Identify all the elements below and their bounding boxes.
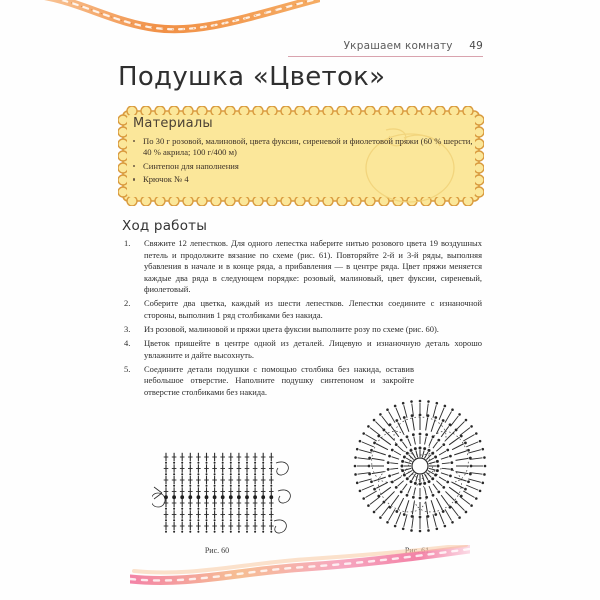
materials-box — [118, 106, 484, 206]
bullet-icon — [133, 165, 135, 167]
work-process-heading: Ход работы — [122, 218, 208, 234]
running-head — [118, 40, 483, 52]
list-item — [122, 364, 414, 399]
list-item — [129, 161, 473, 172]
step-text: Соедините детали подушки с помощью столбика без накида, оставив небольшое отверстие. Наполните подушку синтепоном и закройте отверстие столбиками без накида. — [144, 363, 414, 397]
materials-item-text: Синтепон для наполнения — [143, 160, 239, 171]
list-item — [129, 174, 473, 185]
step-number: 4. — [124, 337, 131, 348]
bullet-icon — [133, 140, 135, 142]
bullet-icon — [133, 178, 135, 180]
page-title: Подушка «Цветок» — [118, 62, 386, 92]
running-head-text: Украшаем комнату — [343, 40, 453, 52]
step-text: Цветок пришейте в центре одной из деталей. Лицевую и изнаночную деталь хорошо увлажните и дайте высохнуть. — [144, 337, 482, 360]
step-number: 5. — [124, 363, 131, 374]
list-item — [129, 136, 473, 158]
list-item — [122, 298, 482, 321]
materials-item-text: По 30 г розовой, малиновой, цвета фуксин, сиреневой и фиолетовой пряжи (60 % шерсти, 40 % акрила; 100 г/400 м) — [143, 136, 473, 158]
list-item — [122, 238, 482, 296]
figure-61-crochet-chart — [352, 398, 492, 543]
step-text: Свяжите 12 лепестков. Для одного лепестка наберите нитью розового цвета 19 воздушных петель и продолжите вязание по схеме (рис. 61). Повторяйте 2-й и 3-й ряды, выполняя убавления в начале и в конце ряда, а прибавления — в центре ряда. Цвет пряжи меняется каждые два ряда в следующем порядке: розовый, малиновый, цвет фуксии, сиреневый, фиолетовый. — [144, 238, 482, 295]
page-number: 49 — [469, 40, 483, 52]
running-head-rule — [288, 56, 483, 57]
step-text: Соберите два цветка, каждый из шести лепестков. Лепестки соедините с изнаночной стороны, выполнив 1 ряд столбиками без накида. — [144, 298, 482, 320]
figure-60-caption: Рис. 60 — [204, 546, 230, 555]
step-number: 2. — [124, 298, 131, 309]
figure-61-caption: Рис. 61 — [404, 546, 430, 555]
step-number: 3. — [124, 323, 131, 334]
list-item — [122, 324, 482, 336]
figure-60-crochet-chart — [152, 443, 294, 543]
materials-heading: Материалы — [133, 116, 213, 131]
materials-list — [129, 136, 473, 186]
step-number: 1. — [124, 238, 131, 248]
materials-item-text: Крючок № 4 — [143, 174, 189, 185]
step-text: Из розовой, малиновой и пряжи цвета фуксии выполните розу по схеме (рис. 60). — [144, 323, 439, 334]
list-item — [122, 338, 482, 361]
work-steps-list — [122, 238, 482, 401]
